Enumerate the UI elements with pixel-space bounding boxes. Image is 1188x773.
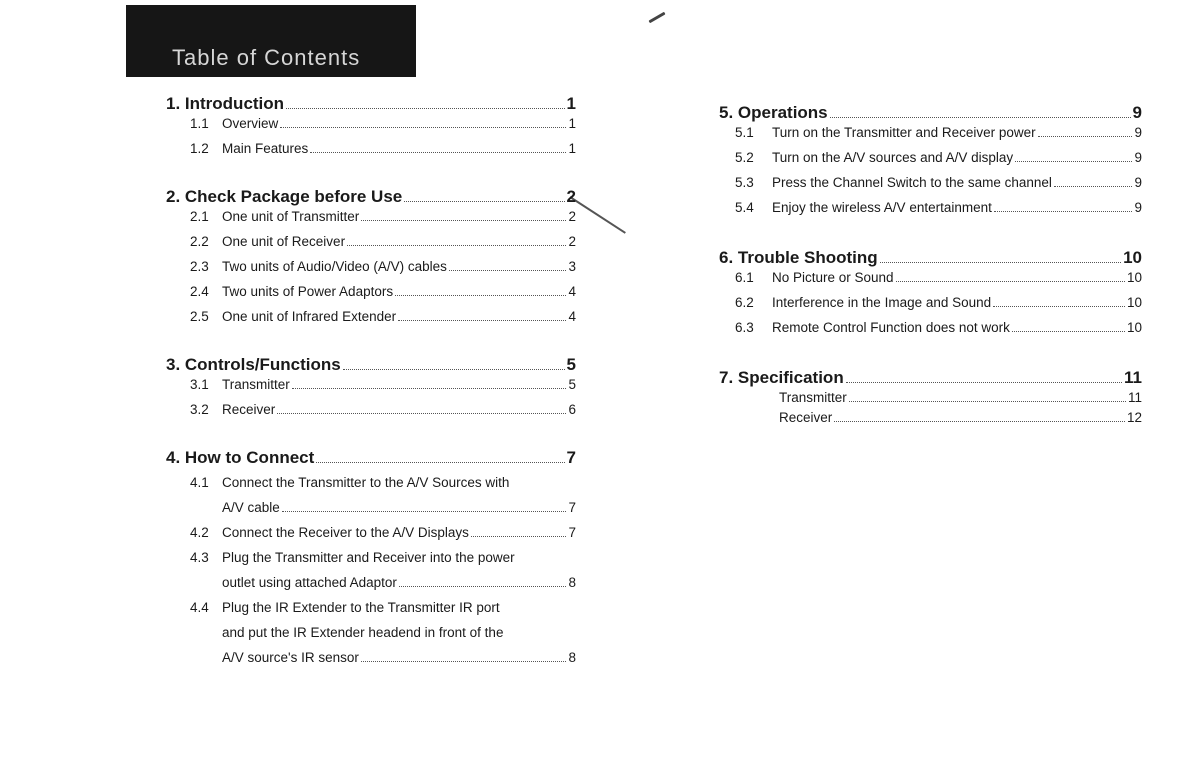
scan-speck [648,12,665,24]
toc-right-column [719,103,1142,430]
toc-section-1 [166,94,576,166]
toc-section-3 [166,355,576,427]
toc-section-heading[interactable]: 1. Introduction 1 [166,94,576,113]
toc-section-6 [719,248,1142,345]
toc-entry[interactable]: 2.4 Two units of Power Adaptors 4 [190,284,576,299]
toc-entry[interactable]: Transmitter 11 [779,390,1142,405]
toc-entry[interactable]: 4.2 Connect the Receiver to the A/V Displays 7 [190,525,576,540]
toc-entry[interactable]: 6.3 Remote Control Function does not work 10 [735,320,1142,335]
toc-section-heading[interactable]: 4. How to Connect 7 [166,448,576,467]
toc-entry[interactable]: 5.3 Press the Channel Switch to the same channel 9 [735,175,1142,190]
toc-entry[interactable]: 2.5 One unit of Infrared Extender 4 [190,309,576,324]
toc-section-heading[interactable]: 7. Specification 11 [719,368,1142,387]
toc-entry[interactable]: 3.1 Transmitter 5 [190,377,576,392]
toc-section-heading[interactable]: 5. Operations 9 [719,103,1142,122]
toc-entry[interactable]: 4.1 Connect the Transmitter to the A/V Sources with A/V cable 7 [190,475,576,515]
toc-left-column [166,94,576,670]
toc-section-7 [719,368,1142,430]
toc-section-heading[interactable]: 2. Check Package before Use 2 [166,187,576,206]
toc-section-heading[interactable]: 3. Controls/Functions 5 [166,355,576,374]
toc-section-5 [719,103,1142,225]
toc-section-heading[interactable]: 6. Trouble Shooting 10 [719,248,1142,267]
toc-entry[interactable]: 1.1 Overview 1 [190,116,576,131]
pen-mark [569,196,625,234]
toc-entry[interactable]: 3.2 Receiver 6 [190,402,576,417]
toc-title-banner [126,5,416,77]
toc-entry[interactable]: 5.2 Turn on the A/V sources and A/V display 9 [735,150,1142,165]
toc-section-4 [166,448,576,670]
toc-title: Table of Contents [172,45,361,70]
toc-entry[interactable]: 6.1 No Picture or Sound 10 [735,270,1142,285]
toc-entry[interactable]: 4.4 Plug the IR Extender to the Transmitter IR port and put the IR Extender headend in front of the A/V source's IR sensor 8 [190,600,576,665]
toc-section-2 [166,187,576,334]
toc-entry[interactable]: 2.1 One unit of Transmitter 2 [190,209,576,224]
toc-entry[interactable]: 1.2 Main Features 1 [190,141,576,156]
toc-entry[interactable]: 4.3 Plug the Transmitter and Receiver into the power outlet using attached Adaptor 8 [190,550,576,590]
toc-entry[interactable]: Receiver 12 [779,410,1142,425]
toc-entry[interactable]: 6.2 Interference in the Image and Sound 10 [735,295,1142,310]
toc-entry[interactable]: 5.1 Turn on the Transmitter and Receiver power 9 [735,125,1142,140]
toc-entry[interactable]: 2.2 One unit of Receiver 2 [190,234,576,249]
toc-entry[interactable]: 5.4 Enjoy the wireless A/V entertainment 9 [735,200,1142,215]
toc-entry[interactable]: 2.3 Two units of Audio/Video (A/V) cables 3 [190,259,576,274]
